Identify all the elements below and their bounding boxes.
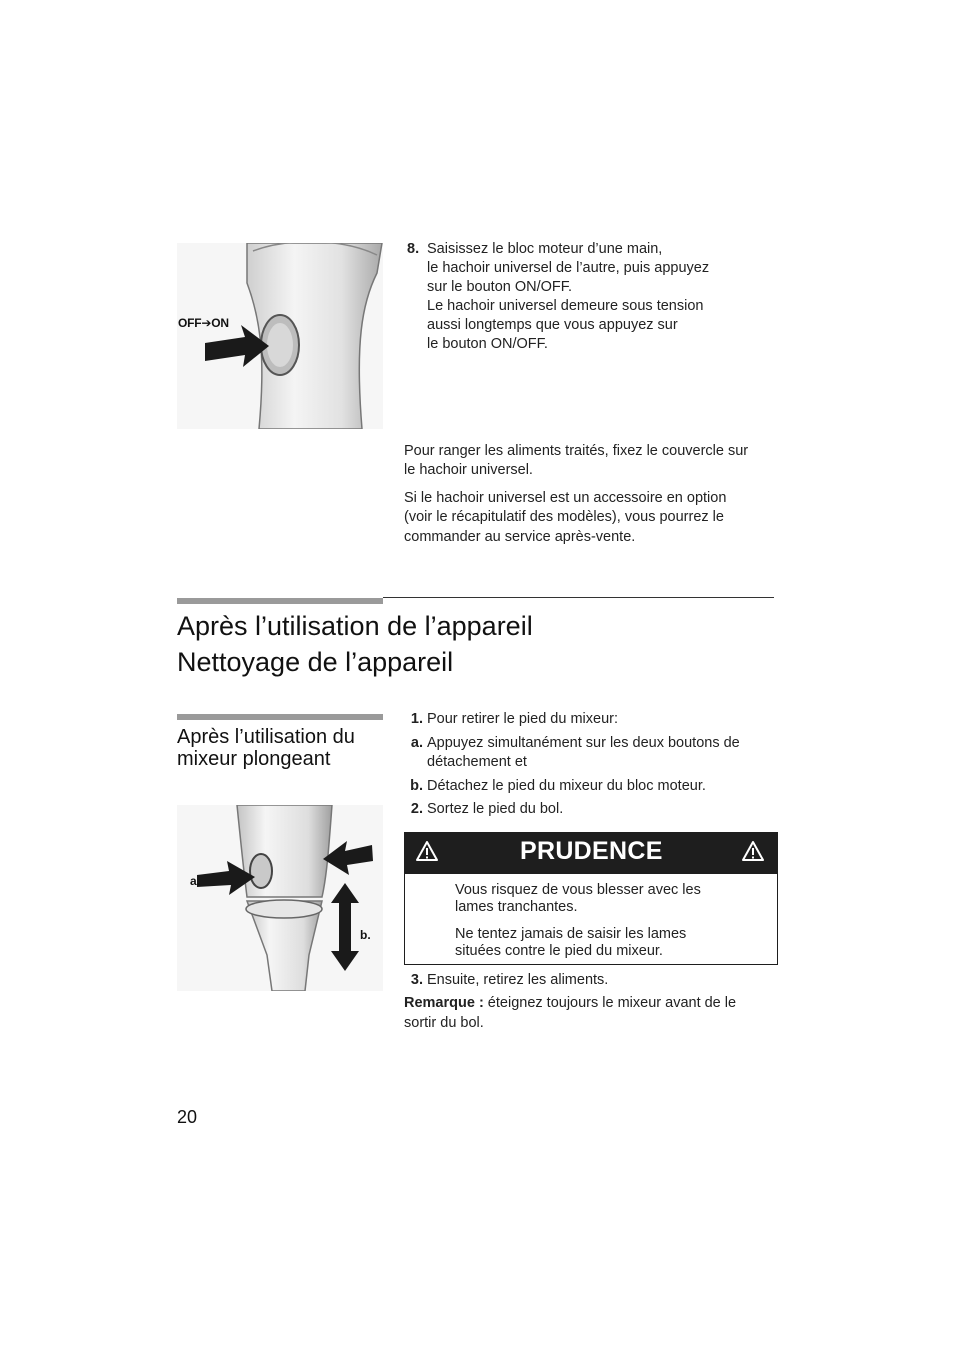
caution-text-1-line-1: Vous risquez de vous blesser avec les [455, 882, 701, 898]
step-2-text: Sortez le pied du bol. [427, 801, 564, 817]
remark-label: Remarque : [404, 995, 484, 1011]
remark-text-1: éteignez toujours le mixeur avant de le [483, 995, 737, 1011]
remark-line-1 [404, 994, 736, 1014]
paragraph-accessory-line-1: Si le hachoir universel est un accessoire en option [404, 490, 727, 506]
step-3 [405, 971, 775, 991]
paragraph-accessory-line-3: commander au service après-vente. [404, 529, 636, 545]
subsection-rule [177, 714, 383, 720]
blender-foot-drawing [177, 805, 383, 991]
step-b [405, 777, 775, 797]
section-title-line-1: Après l’utilisation de l’appareil [177, 611, 533, 641]
caution-text-2-line-1: Ne tentez jamais de saisir les lames [455, 926, 687, 942]
section-rule-accent [177, 598, 383, 604]
warning-triangle-icon-right [741, 840, 765, 862]
page-number: 20 [177, 1107, 198, 1127]
figure-label-a: a. [190, 874, 201, 888]
caution-text-2-line-2: situées contre le pied du mixeur. [455, 943, 663, 959]
subsection-title-line-1: Après l’utilisation du [177, 726, 355, 748]
warning-triangle-icon-left [415, 840, 439, 862]
step-a-text-line-1: Appuyez simultanément sur les deux boutons de [427, 735, 740, 751]
step-a [405, 734, 775, 774]
caution-title: PRUDENCE [520, 837, 663, 865]
step-1 [405, 710, 775, 730]
step-2-label: 2. [410, 801, 423, 817]
paragraph-storage-line-1: Pour ranger les aliments traités, fixez le couvercle sur [404, 443, 749, 459]
figure-detach-illustration [177, 805, 383, 991]
step-8-line-3: sur le bouton ON/OFF. [427, 279, 573, 295]
figure-label-b: b. [360, 928, 371, 942]
step-8-line-6: le bouton ON/OFF. [427, 336, 548, 352]
blender-handle-drawing [177, 243, 383, 429]
step-1-text: Pour retirer le pied du mixeur: [427, 711, 618, 727]
section-title-line-2: Nettoyage de l’appareil [177, 647, 454, 677]
step-3-text: Ensuite, retirez les aliments. [427, 972, 609, 988]
step-8-line-4: Le hachoir universel demeure sous tension [427, 298, 704, 314]
step-8-line-1: Saisissez le bloc moteur d’une main, [427, 241, 663, 257]
step-8-number: 8. [407, 241, 420, 257]
caution-header [404, 832, 778, 874]
remark-line-2: sortir du bol. [404, 1015, 484, 1031]
caution-body [404, 874, 778, 965]
off-on-label: OFF➔ON [178, 316, 229, 330]
step-a-text-line-2: détachement et [427, 754, 527, 770]
paragraph-storage-line-2: le hachoir universel. [404, 462, 533, 478]
paragraph-accessory-line-2: (voir le récapitulatif des modèles), vous pourrez le [404, 509, 724, 525]
step-1-label: 1. [410, 711, 423, 727]
step-8-line-2: le hachoir universel de l’autre, puis appuyez [427, 260, 710, 276]
section-rule-line [383, 597, 774, 598]
step-a-label: a. [410, 735, 423, 751]
step-b-label: b. [410, 778, 423, 794]
step-b-text: Détachez le pied du mixeur du bloc moteur. [427, 778, 706, 794]
caution-text-1-line-2: lames tranchantes. [455, 899, 578, 915]
step-8-line-5: aussi longtemps que vous appuyez sur [427, 317, 678, 333]
step-2 [405, 800, 775, 820]
figure-onoff-illustration [177, 243, 383, 429]
step-3-label: 3. [410, 972, 423, 988]
subsection-title-line-2: mixeur plongeant [177, 748, 331, 770]
